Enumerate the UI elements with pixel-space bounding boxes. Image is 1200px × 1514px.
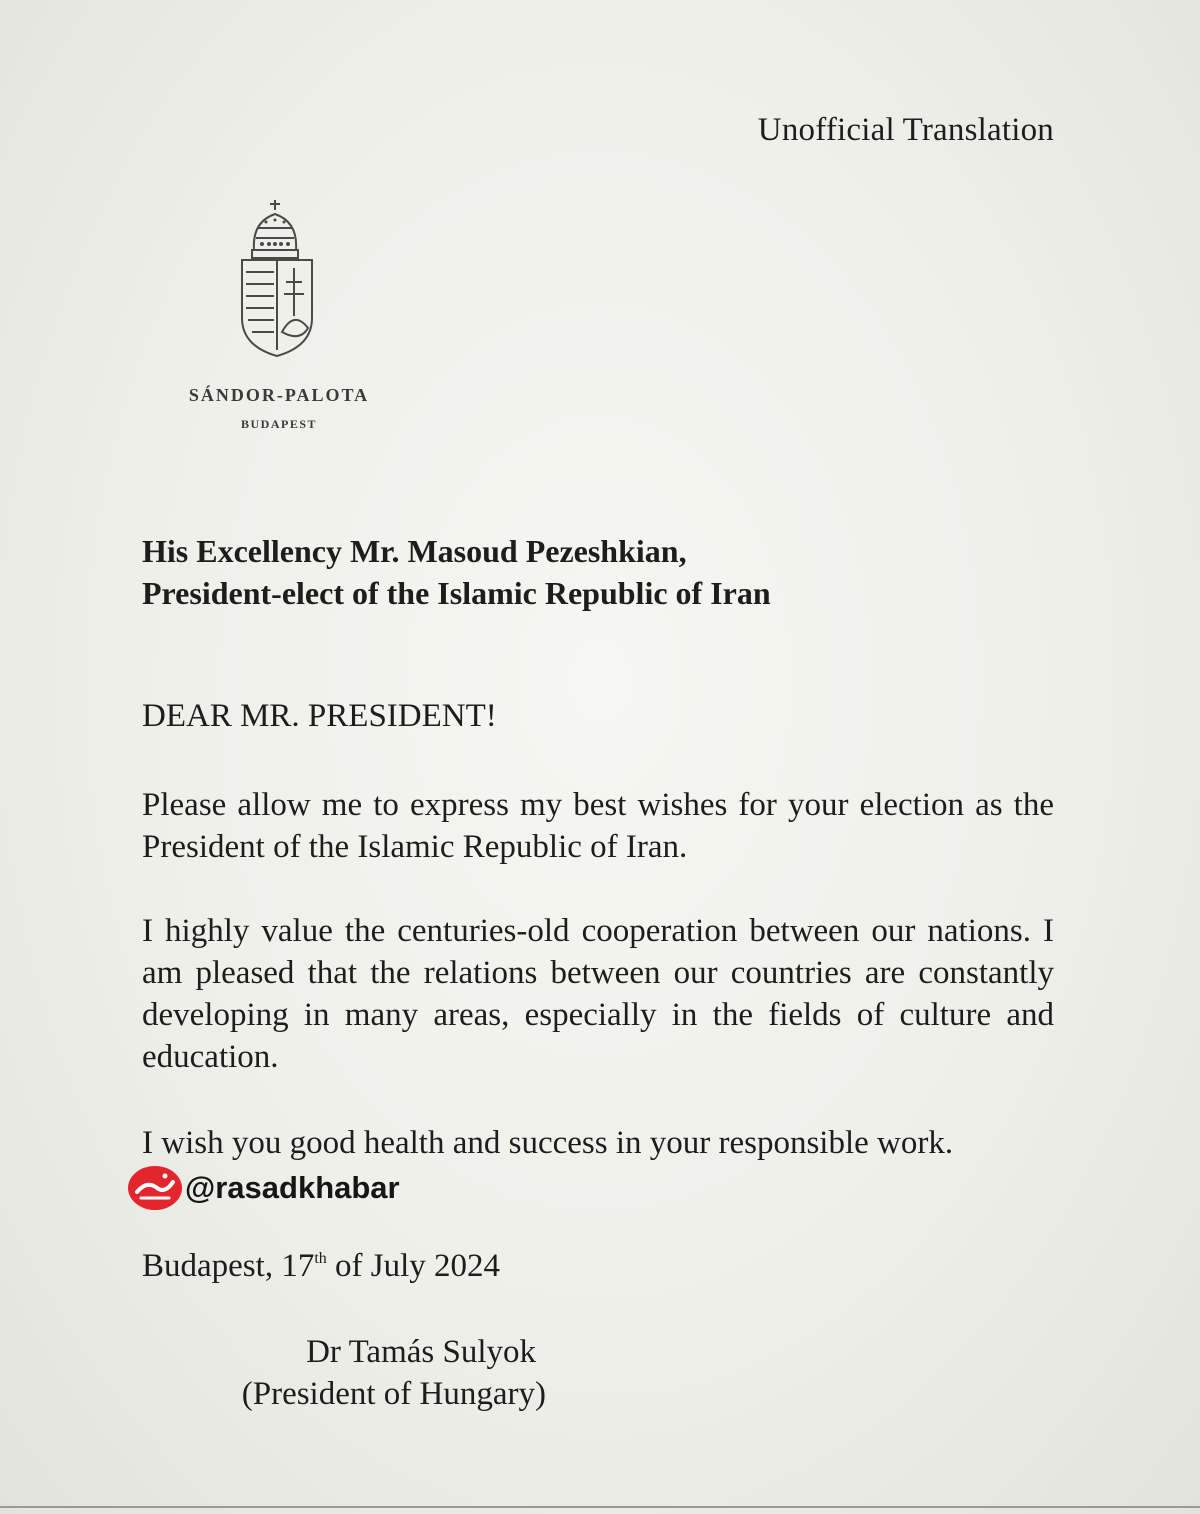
palace-city: BUDAPEST [240,417,317,431]
body-paragraph-2: I highly value the centuries-old cooperation between our nations. I am pleased that the relations between our countries are constantly developing in many areas, especially in the fields of culture and education. [142,913,1054,1075]
addressee-title: President-elect of the Islamic Republic of Iran [142,575,771,611]
signatory-title: (President of Hungary) [241,1376,546,1412]
signatory-name: Dr Tamás Sulyok [306,1334,536,1370]
date-place: Budapest, 17 [142,1248,315,1284]
addressee-block [142,530,771,614]
date-rest: of July 2024 [326,1248,501,1284]
body-paragraph-3: I wish you good health and success in your responsible work. [142,1125,954,1161]
page-bottom-edge [0,1506,1200,1508]
body-paragraph-1: Please allow me to express my best wishes for your election as the President of the Islamic Republic of Iran. [142,787,1054,865]
watermark [127,1162,400,1214]
date-line [142,1248,500,1285]
salutation: DEAR MR. PRESIDENT! [142,698,497,734]
date-ordinal: th [314,1250,327,1267]
hungarian-coat-of-arms-icon [236,198,322,360]
palace-name: SÁNDOR-PALOTA [188,385,370,405]
unofficial-translation-label: Unofficial Translation [757,112,1054,148]
watermark-handle: @rasadkhabar [185,1170,400,1205]
rasad-khabar-logo-icon [127,1164,183,1212]
addressee-name: His Excellency Mr. Masoud Pezeshkian, [142,533,687,569]
